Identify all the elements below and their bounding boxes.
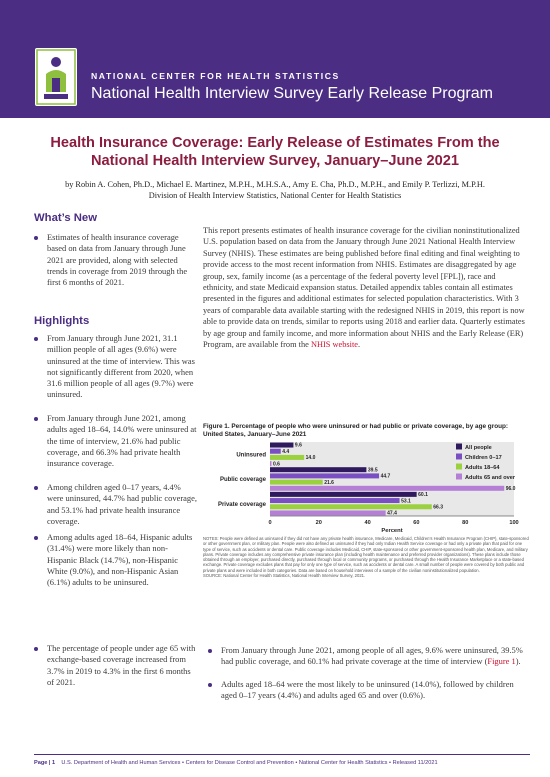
footer (34, 760, 438, 766)
intro-paragraph (203, 225, 527, 350)
report-title-line-2: National Health Interview Survey, January–June 2021 (91, 153, 459, 169)
category-label: Uninsured (236, 452, 266, 459)
whats-new-heading: What’s New (34, 212, 97, 224)
legend-swatch (456, 444, 462, 450)
highlights-heading: Highlights (34, 315, 90, 327)
source-text: SOURCE: National Center for Health Statistics, National Health Interview Survey, 2021. (203, 573, 366, 579)
bullet-text: Adults aged 18–64 were the most likely to be uninsured (14.0%), followed by children aged 0–17 years (4.4%) and adults aged 65 and over (0.6%). (221, 679, 514, 701)
nhis-website-link[interactable]: NHIS website (310, 340, 359, 350)
bullet-dot (208, 649, 212, 653)
bar (270, 443, 293, 448)
footer-cdc: Centers for Disease Control and Prevention (185, 760, 294, 766)
bullet-text: From January through June 2021, among adults aged 18–64, 14.0% were uninsured at the time of interview, 21.6% had public coverage, and 66.3% had private health insurance coverage. (47, 413, 197, 469)
bar (270, 455, 304, 460)
bar (270, 461, 271, 466)
figure-title: Figure 1. Percentage of people who were uninsured or had public or private coverage, by age group: United States, January–June 2021 (203, 423, 509, 438)
data-label: 47.4 (387, 510, 397, 517)
category-label: Public coverage (219, 477, 266, 484)
footer-hhs: U.S. Department of Health and Human Services (61, 760, 181, 766)
program-name: National Health Interview Survey Early Release Program (91, 85, 493, 102)
bar (270, 480, 323, 485)
bullet-dot (34, 337, 38, 341)
highlight-bullet (47, 532, 197, 588)
footer-nchs: National Center for Health Statistics (298, 760, 388, 766)
figure-1-link[interactable]: Figure 1 (487, 656, 516, 667)
hhs-cdc-logo (35, 48, 77, 106)
figure-summary-bullet (221, 645, 531, 668)
x-tick-label: 40 (364, 520, 371, 526)
bar (270, 504, 432, 509)
notes-text: NOTES: People were defined as uninsured if they did not have any private health insurance, Medicare, Medicaid, Children’s Health Insurance Program (CHIP), state-sponsored or other government plan, or military plan. People were also defined as uninsured if they had only Indian Health Service coverage or had only a private plan that paid for one type of service, such as accidents or dental care. Public coverage includes Medicaid, CHIP, state-sponsored or other government-sponsored health plan, Medicare, and military plans. Private coverage includes any comprehensive private insurance plan (including health maintenance and preferred provider organizations). These plans include those obtained through an employer, purchased directly, purchased through local or community programs, or purchased through the Health Insurance Marketplace or a state-based exchange. Private coverage excludes plans that pay for only one type of service, such as accidents or dental care. A small number of people were covered by both public and private plans and were included in both categories. Data are based on household interviews of a sample of the civilian noninstitutionalized population. (203, 536, 529, 573)
bullet-text: From January through June 2021, 31.1 million people of all ages (9.6%) were uninsured at the time of interview. This was not significantly different from 2020, when 31.6 million people of all ages (9.7%) were uninsured. (47, 333, 195, 400)
bullet-dot (34, 486, 38, 490)
division: Division of Health Interview Statistics, National Center for Health Statistics (148, 191, 402, 200)
legend-swatch (456, 474, 462, 480)
footer-rule (34, 754, 530, 755)
data-label: 4.4 (282, 448, 290, 455)
intro-text: This report presents estimates of health insurance coverage for the civilian noninstitutionalized U.S. population based on data from the January through June 2021 National Health Interview Survey (NHIS). These estimates are being published before final editing and final weighting to provide access to the most recent information from NHIS. Estimates are disaggregated by age group, sex, family income (as a percentage of the federal poverty level [FPL]), race and ethnicity, and state Medicaid expansion status. Detailed appendix tables contain all estimates presented in the figures and additional estimates for selected population characteristics. With 3 years of comparable data available starting with the redesigned NHIS in 2019, this report is now able to provide data on trends, similar to reports using 2018 and earlier data. Quarterly estimates by age group and family income, and more information about NHIS and the Early Release (ER) Program, are available from the (203, 226, 525, 350)
bar (270, 498, 400, 503)
highlight-bullet (47, 333, 197, 401)
legend-label: Children 0–17 (465, 455, 502, 461)
data-label: 60.1 (418, 492, 428, 499)
figure-1-chart (200, 438, 530, 534)
footer-separator: • (295, 760, 298, 766)
data-label: 53.1 (401, 498, 411, 505)
x-tick-label: 80 (462, 520, 469, 526)
legend-label: Adults 65 and over (465, 475, 516, 481)
data-label: 96.0 (505, 486, 516, 492)
bar (270, 467, 366, 472)
category-label: Private coverage (217, 501, 266, 508)
whats-new-bullet (47, 232, 189, 288)
x-tick-label: 60 (413, 520, 420, 526)
bullet-text: Estimates of health insurance coverage based on data from January through June 2021 are provided, along with selected trends in coverage from 2019 through the first 6 months of 2021. (47, 232, 188, 288)
header-banner (0, 0, 550, 118)
x-tick-label: 100 (509, 520, 519, 526)
legend-label: Adults 18–64 (465, 465, 500, 471)
data-label: 21.6 (324, 479, 334, 486)
report-title-line-1: Health Insurance Coverage: Early Release of Estimates From the (50, 135, 500, 151)
data-label: 66.3 (433, 504, 444, 511)
highlight-bullet (47, 643, 197, 688)
highlight-bullet (47, 413, 197, 469)
bar (270, 449, 281, 454)
bullet-text: Among adults aged 18–64, Hispanic adults (31.4%) were more likely than non-Hispanic Black (14.7%), non-Hispanic White (9.0%), and non-Hispanic Asian (6.1%) adults to be uninsured. (47, 532, 193, 588)
figure-notes (203, 536, 529, 578)
bar (270, 473, 379, 478)
bar (270, 486, 504, 491)
bullet-text: From January through June 2021, among people of all ages, 9.6% were uninsured, 39.5% had public coverage, and 60.1% had private coverage at the time of interview ( (221, 645, 523, 667)
bullet-dot (34, 536, 38, 540)
org-name: NATIONAL CENTER FOR HEALTH STATISTICS (91, 71, 340, 81)
highlight-bullet (47, 482, 197, 527)
data-label: 9.6 (294, 442, 302, 449)
data-label: 44.7 (380, 473, 391, 480)
bullet-end: ). (515, 656, 521, 667)
data-label: 14.0 (305, 455, 316, 462)
x-axis-title: Percent (381, 528, 403, 534)
page-number: Page | 1 (34, 760, 56, 766)
x-tick-label: 0 (268, 520, 272, 526)
bullet-dot (34, 236, 38, 240)
bullet-dot (208, 683, 212, 687)
figure-summary-bullet (221, 679, 531, 702)
authors: by Robin A. Cohen, Ph.D., Michael E. Martinez, M.P.H., M.H.S.A., Amy E. Cha, Ph.D., M.P.H., and Emily P. Terlizzi, M.P.H. (65, 180, 485, 189)
bar (270, 492, 417, 497)
bullet-dot (34, 417, 38, 421)
data-label: 0.6 (272, 461, 280, 468)
footer-separator: • (182, 760, 184, 766)
legend-swatch (456, 454, 462, 460)
footer-release-date: Released 11/2021 (392, 760, 438, 766)
data-label: 39.5 (367, 467, 378, 474)
bullet-text: The percentage of people under age 65 with exchange-based coverage increased from 3.7% in 2019 to 4.3% in the first 6 months of 2021. (47, 643, 196, 687)
bullet-text: Among children aged 0–17 years, 4.4% were uninsured, 44.7% had public coverage, and 53.1% had private health insurance coverage. (47, 482, 197, 526)
legend-swatch (456, 464, 462, 470)
legend-label: All people (465, 445, 492, 451)
x-tick-label: 20 (315, 520, 322, 526)
bullet-dot (34, 647, 38, 651)
intro-end: . (358, 340, 361, 350)
footer-separator: • (389, 760, 391, 766)
bar (270, 510, 386, 515)
